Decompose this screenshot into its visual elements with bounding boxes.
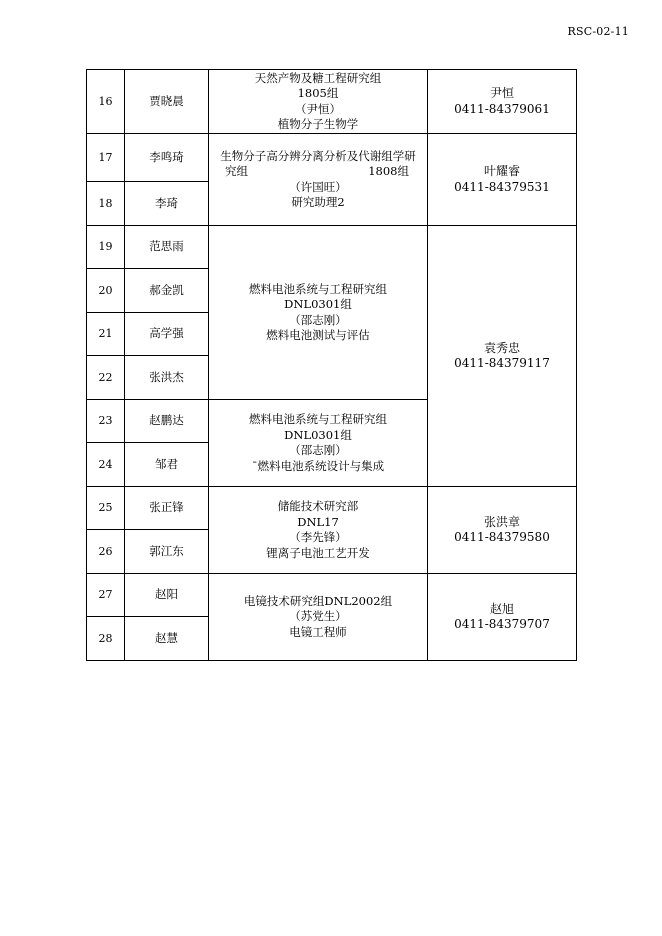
row-number: 25: [87, 487, 125, 530]
person-name: 张洪杰: [125, 356, 209, 400]
position-title: 植物分子生物学: [277, 117, 359, 131]
row-number: 26: [87, 530, 125, 574]
row-number: 28: [87, 617, 125, 661]
personnel-table: [86, 69, 577, 661]
table-row: [87, 226, 577, 269]
person-name: 郝金凯: [125, 269, 209, 313]
table-row: [87, 487, 577, 530]
row-number: 24: [87, 443, 125, 487]
department-cell: [209, 487, 428, 574]
group-code: DNL0301组: [284, 297, 352, 311]
department-cell: [209, 226, 428, 400]
person-name: 高学强: [125, 313, 209, 356]
group-leader: （邵志刚）: [289, 312, 347, 327]
contact-cell: [428, 134, 577, 226]
department-name: 电镜技术研究组DNL2002组: [243, 593, 393, 608]
contact-phone: 0411-84379580: [454, 530, 550, 544]
group-leader: （邵志刚）: [289, 443, 347, 457]
group-leader: （尹恒）: [295, 101, 341, 116]
person-name: 范思雨: [125, 226, 209, 269]
group-leader: （许国旺）: [289, 179, 347, 194]
department-name: 燃料电池系统与工程研究组: [249, 412, 387, 426]
department-cell: [209, 70, 428, 134]
row-number: 17: [87, 134, 125, 182]
row-number: 16: [87, 70, 125, 134]
contact-cell: [428, 70, 577, 134]
person-name: 贾晓晨: [125, 70, 209, 134]
person-name: 赵慧: [125, 617, 209, 661]
department-name-tail: 究组: [225, 164, 248, 178]
department-cell: [209, 134, 428, 226]
contact-phone: 0411-84379117: [454, 356, 550, 370]
department-name: 储能技术研究部: [277, 499, 359, 513]
row-number: 23: [87, 400, 125, 443]
contact-name: 袁秀忠: [483, 340, 520, 355]
group-code: 1805组: [297, 86, 339, 100]
group-code: DNL0301组: [284, 427, 352, 442]
department-name-continued: [209, 164, 427, 180]
person-name: 李琦: [125, 182, 209, 226]
person-name: 李鸣琦: [125, 134, 209, 182]
document-code: RSC-02-11: [567, 25, 629, 38]
position-title: 燃料电池测试与评估: [266, 328, 370, 342]
department-name: 天然产物及糖工程研究组: [254, 70, 382, 85]
position-title: 电镜工程师: [289, 624, 347, 639]
group-code: DNL17: [297, 514, 339, 529]
person-name: 张正锋: [125, 487, 209, 530]
group-code: 1808组: [368, 164, 409, 178]
contact-phone: 0411-84379707: [454, 617, 550, 631]
department-name: 生物分子高分辨分离分析及代谢组学研: [220, 148, 416, 163]
person-name: 邹君: [125, 443, 209, 487]
position-title: 锂离子电池工艺开发: [266, 545, 370, 560]
contact-name: 叶耀睿: [483, 164, 520, 178]
contact-phone: 0411-84379061: [454, 101, 550, 116]
person-name: 郭江东: [125, 530, 209, 574]
contact-name: 尹恒: [489, 86, 514, 100]
person-name: 赵阳: [125, 574, 209, 617]
group-leader: （李先锋）: [289, 530, 347, 544]
department-name: 燃料电池系统与工程研究组: [249, 281, 387, 296]
contact-cell: [428, 487, 577, 574]
contact-cell: [428, 226, 577, 487]
person-name: 赵鹏达: [125, 400, 209, 443]
department-cell: [209, 574, 428, 661]
row-number: 20: [87, 269, 125, 313]
contact-cell: [428, 574, 577, 661]
table-row: [87, 70, 577, 134]
table-row: [87, 134, 577, 182]
row-number: 22: [87, 356, 125, 400]
contact-name: 赵旭: [489, 601, 514, 616]
row-number: 27: [87, 574, 125, 617]
row-number: 21: [87, 313, 125, 356]
position-title: ˉ燃料电池系统设计与集成: [251, 458, 385, 473]
table-row: [87, 574, 577, 617]
row-number: 18: [87, 182, 125, 226]
group-leader: （苏党生）: [289, 609, 347, 624]
contact-phone: 0411-84379531: [454, 179, 550, 194]
position-title: 研究助理2: [291, 195, 345, 209]
contact-name: 张洪章: [483, 514, 520, 529]
department-cell: [209, 400, 428, 487]
row-number: 19: [87, 226, 125, 269]
